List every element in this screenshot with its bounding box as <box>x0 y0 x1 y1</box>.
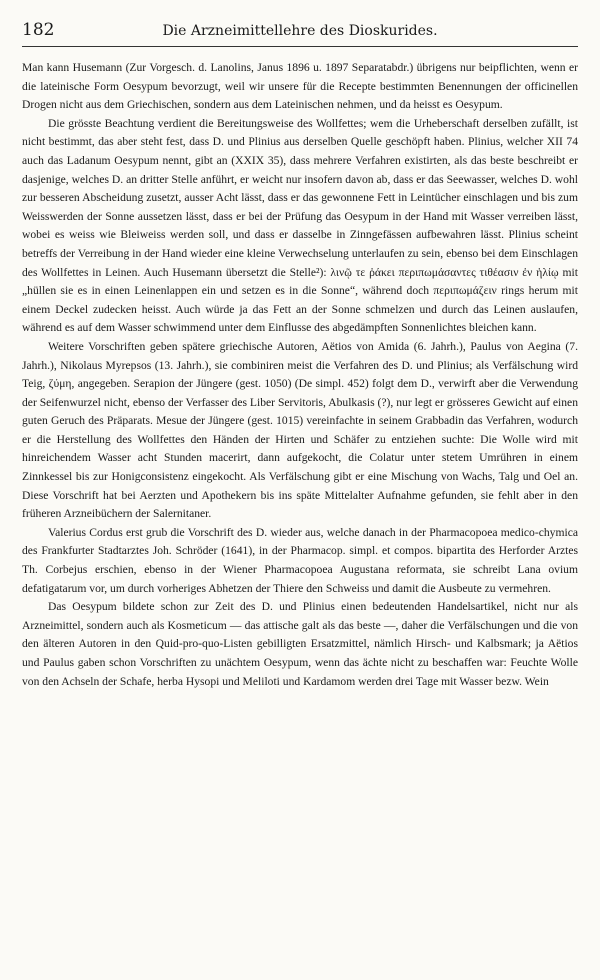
paragraph-4: Valerius Cordus erst grub die Vorschrift des D. wieder aus, welche danach in der Pharmacopoea medico-chymica des Frankfurter Stadtarztes Joh. Schröder (1641), in der Pharmacop. simpl. et compos. bipartita des Herforder Arztes Th. Corbejus erschien, ebenso in der Wiener Pharmacopoea Augustana reformata, sie schreibt Lana ovium defatigatarum vor, um durch vorheriges Abhetzen der Thiere den Schweiss und damit die Ausbeute zu vermehren. <box>22 525 578 595</box>
page-header <box>22 20 578 47</box>
paragraph-1: Man kann Husemann (Zur Vorgesch. d. Lanolins, Janus 1896 u. 1897 Separatabdr.) übrigens nur beipflichten, wenn er die lateinische Form Oesypum bevorzugt, weil wir unsere für die Recepte bestimmten Benennungen der officinellen Drogen nicht aus dem Griechischen, sondern aus dem Lateinischen nehmen, und da heisst es Oesypum. <box>22 61 578 112</box>
page-number: 182 <box>22 20 55 40</box>
body-text <box>22 59 578 691</box>
paragraph-2: Die grösste Beachtung verdient die Bereitungsweise des Wollfettes; wem die Urheberschaft derselben zufällt, ist nicht bestimmt, das aber steht fest, dass D. und Plinius aus derselben Quelle geschöpft haben. Plinius, welcher XII 74 auch das Ladanum Oesypum nennt, gibt an (XXIX 35), dass mehrere Verfahren existirten, als das beste beschreibt er dasjenige, welches D. an dritter Stelle anführt, er weicht nur insofern davon ab, dass er das Seewasser, welches D. wohl zur besseren Abscheidung zusetzt, ausser Acht lässt, dass er das gewonnene Fett in Leintücher einschlagen und bis zum Weisswerden der Sonne aussetzen lässt, dass er bei der Prüfung das Oesypum in der Hand mit Wasser verreiben lässt, wobei es weiss wie Bleiweiss werden soll, und dass er dasselbe in Zinngefässen aufbewahren lässt. Plinius scheint betreffs der Verreibung in der Hand wieder eine kleine Verwechselung unterlaufen zu sein, ebenso bei dem Einschlagen des Wollfettes in Leinen. Auch Husemann übersetzt die Stelle²): λινῷ τε ῥάκει περιπωμάσαντες τιθέασιν ἐν ἡλίῳ mit „hüllen sie es in einen Leinenlappen ein und setzen es in die Sonne“, während doch περιπωμάζειν rings herum mit einem Deckel zudecken heisst. Auch würde ja das Fett an der Sonne schmelzen und durch das Leinen auslaufen, während es auf dem Wasser schwimmend unter dem Einflusse des abgedämpften Sonnenlichtes bleichen kann. <box>22 116 578 335</box>
paragraph-3: Weitere Vorschriften geben spätere griechische Autoren, Aëtios von Amida (6. Jahrh.), Paulus von Aegina (7. Jahrh.), Nikolaus Myrepsos (13. Jahrh.), sie combiniren meist die Verfahren des D. und Plinius; als Verfälschung wird Teig, ζύμη, angegeben. Serapion der Jüngere (gest. 1050) (De simpl. 452) folgt dem D., verwirft aber die Verwendung der Seifenwurzel nicht, ebenso der Verfasser des Liber Servitoris, Abulkasis (?), nur legt er grösseres Gewicht auf einen guten Geruch des Präparats. Mesue der Jüngere (gest. 1015) vereinfachte in seinem Grabbadin das Verfahren, wodurch er die Herstellung des Wollfettes den Händen der Hirten und Schäfer zu entziehen suchte: Die Wolle wird mit hinreichendem Wasser acht Stunden macerirt, dann aufgekocht, die Colatur unter stetem Umrühren in einem Zinnkessel bis zur Honigconsistenz eingekocht. Als Verfälschung gibt er eine Mischung von Wachs, Talg und Oel an. Diese Vorschrift hat bei Aerzten und Apothekern bis ins späte Mittelalter Aufnahme gefunden, sie fehlt aber in den früheren Arzneibüchern der Salernitaner. <box>22 339 578 521</box>
running-title: Die Arzneimittellehre des Dioskurides. <box>162 23 438 39</box>
paragraph-5: Das Oesypum bildete schon zur Zeit des D. und Plinius einen bedeutenden Handelsartikel, nicht nur als Arzneimittel, sondern auch als Kosmeticum — das attische galt als das beste —, daher die Verfälschungen und die von den älteren Autoren in den Quid-pro-quo-Listen gebilligten Ersatzmittel, nämlich Hirsch- und Kalbsmark; ja Aëtios und Paulus gaben schon Vorschriften zu unächtem Oesypum, wenn das ächte nicht zu beschaffen war: Feuchte Wolle von den Achseln der Schafe, herba Hysopi und Meliloti und Kardamom werden drei Tage mit Wasser bezw. Wein <box>22 600 578 688</box>
